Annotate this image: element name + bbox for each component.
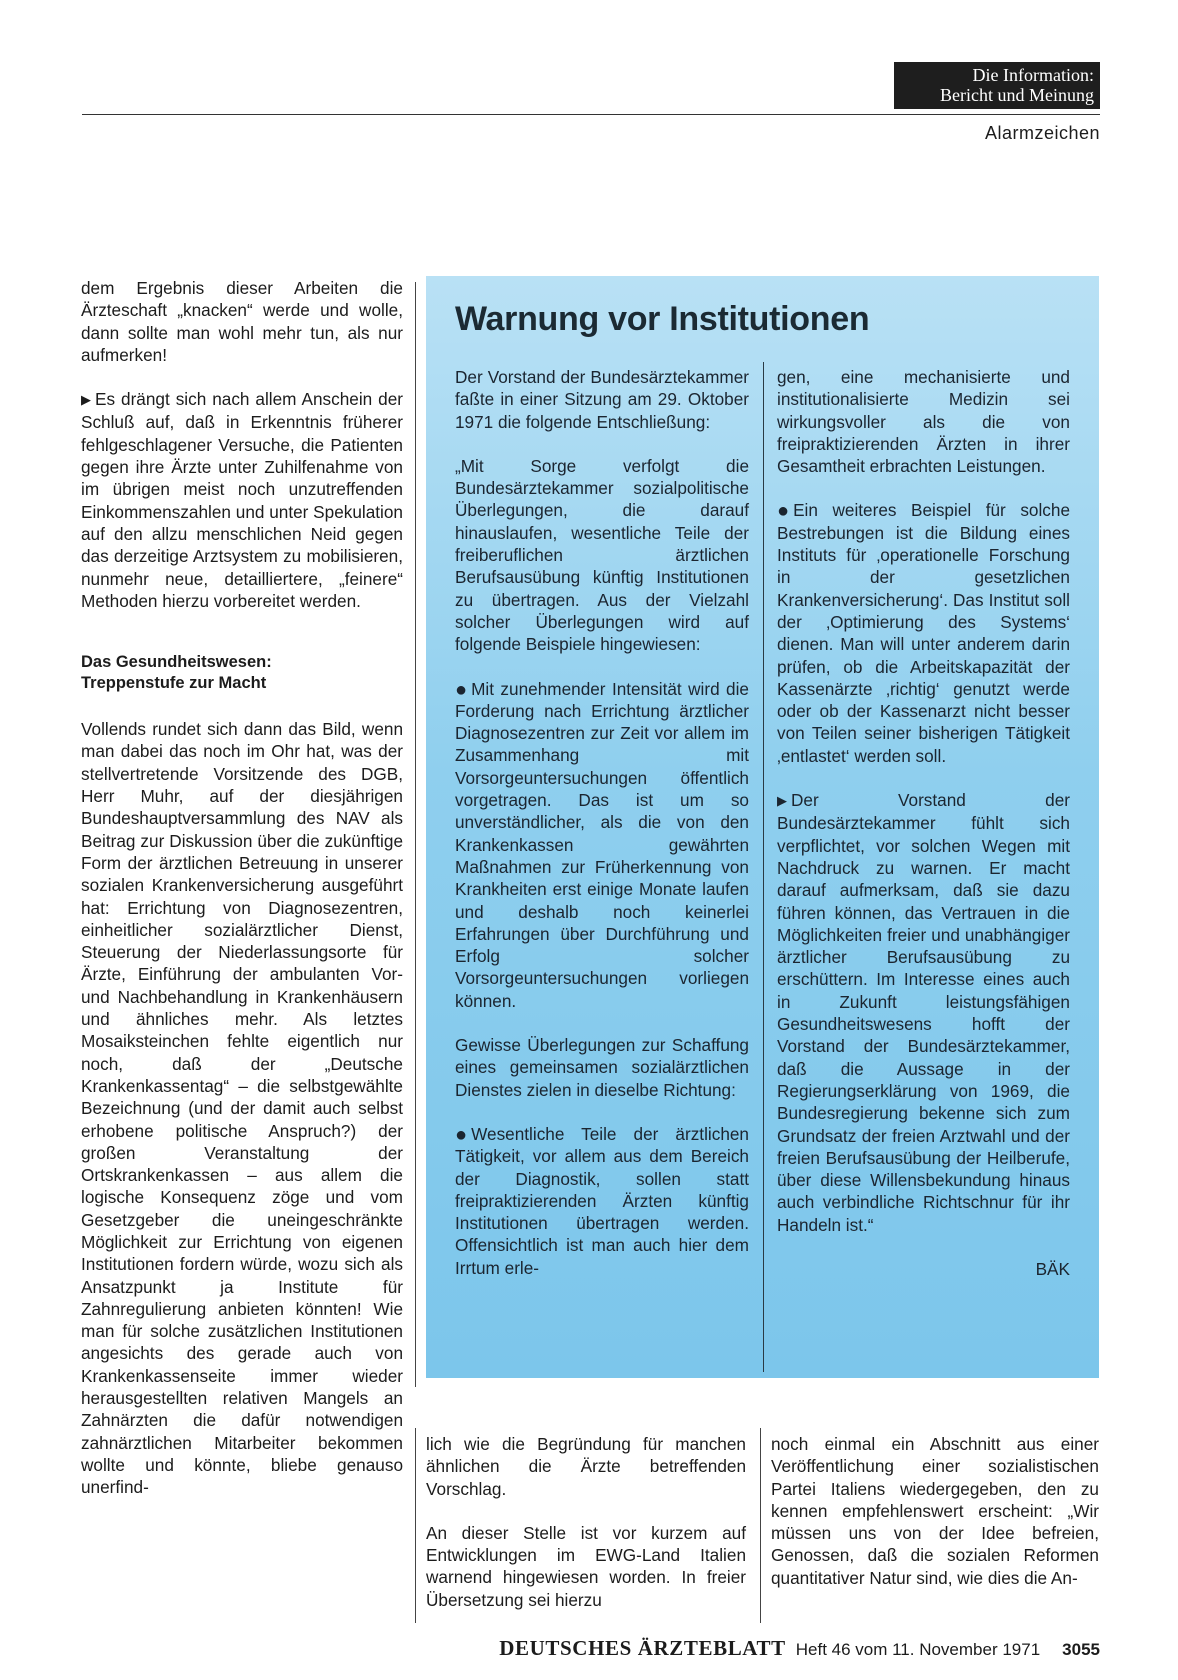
paragraph-text: Der Vorstand der Bundesärztekammer fühlt sich verpflichtet, vor solchen Wegen mit Nachdruck zu warnen. Er macht darauf aufmerksam, daß sie dazu führen können, das Vertrauen in die Möglichkeiten freier und unabhängiger ärztlicher Berufsausübung zu erschüttern. Im Interesse eines auch in Zukunft leistungsfähigen Gesundheitswesens hofft der Vorstand der Bundesärztekammer, daß die Aussage in der Regierungserklärung von 1969, die Bundesregierung bekenne sich zum Grundsatz der freien Arztwahl und der freien Berufsausübung der Heilberufe, über diese Willensbekundung hinaus auch verbindliche Richtschnur für ihr Handeln ist.“ <box>777 790 1070 1235</box>
subheading-line-1: Das Gesundheitswesen: <box>81 653 272 672</box>
paragraph <box>777 499 1070 767</box>
paragraph: Der Vorstand der Bundesärztekammer faßte in einer Sitzung am 29. Oktober 1971 die folgende Entschließung: <box>455 367 749 432</box>
column-divider-lower-left <box>415 1428 416 1623</box>
paragraph-text: Ein weiteres Beispiel für solche Bestrebungen ist die Bildung eines Instituts für ‚operationelle Forschung in der gesetzlichen Krankenversicherung‘. Das Institut soll der ‚Optimierung des Systems‘ dienen. Man will unter anderem darin prüfen, ob die Arbeitskapazität der Kassenärzte ‚richtig‘ genutzt werde oder ob der Kassenarzt nicht besser von Teilen seiner bisherigen Tätigkeit ‚entlastet‘ werden soll. <box>777 500 1070 766</box>
paragraph: Vollends rundet sich dann das Bild, wenn man dabei das noch im Ohr hat, was der stellvertretende Vorsitzende des DGB, Herr Muhr, auf der diesjährigen Bundeshauptversammlung des NAV als Beitrag zur Diskussion über die zukünftige Form der ärztlichen Betreuung in unserer sozialen Krankenversicherung ausgeführt hat: Errichtung von Diagnosezentren, einheitlicher sozialärztlicher Dienst, Steuerung der Niederlassungsorte für Ärzte, Einführung der ambulanten Vor- und Nachbehandlung in Krankenhäusern und ähnliches mehr. Als letztes Mosaiksteinchen fehlte eigentlich nur noch, daß der „Deutsche Krankenkassentag“ – die selbstgewählte Bezeichnung (und der damit auch selbst erhobene politische Anspruch?) der großen Veranstaltung der Ortskrankenkassen – aus allem die logische Konsequenz zöge und vom Gesetzgeber die uneingeschränkte Möglichkeit zur Errichtung von eigenen Institutionen fordern würde, wozu sich als Ansatzpunkt ja Institute für Zahnregulierung anbieten könnten! Wie man für solche zusätzlichen Institutionen angesichts des gerade auch von Krankenkassenseite immer wieder herausgestellten relativen Mangels an Zahnärzten die dafür notwendigen zahnärztlichen Mitarbeiter bekommen wollte und könnte, bliebe genauso unerfind- <box>81 719 403 1498</box>
article-column-2 <box>426 1433 746 1611</box>
triangle-bullet-icon: ▶ <box>777 793 787 809</box>
article-column-3 <box>771 1433 1099 1589</box>
paragraph <box>777 789 1070 1236</box>
paragraph: An dieser Stelle ist vor kurzem auf Entwicklungen im EWG-Land Italien warnend hingewiesen worden. In freier Übersetzung sei hierzu <box>426 1522 746 1610</box>
signature-line <box>777 1258 1070 1280</box>
paragraph-text: Mit zunehmender Intensität wird die Forderung nach Errichtung ärztlicher Diagnosezentren zur Zeit vor allem im Zusammenhang mit Vorsorgeuntersuchungen öffentlich vorgetragen. Das ist um so unverständlicher, als die von den Krankenkassen gewährten Maßnahmen zur Früherkennung von Krankheiten erst einige Monate laufen und deshalb noch keinerlei Erfahrungen über Durchführung und Erfolg solcher Vorsorgeuntersuchungen vorliegen können. <box>455 678 749 1011</box>
magazine-name: DEUTSCHES ÄRZTEBLATT <box>499 1636 786 1660</box>
paragraph: noch einmal ein Abschnitt aus einer Veröffentlichung einer sozialistischen Partei Italiens wiedergegeben, den zu kennen empfehlenswert erscheint: „Wir müssen uns von der Idee befreien, Genossen, daß die sozialen Reformen quantitativer Natur sind, wie dies die An- <box>771 1434 1099 1588</box>
paragraph <box>455 1123 749 1279</box>
page-footer <box>420 1636 1100 1661</box>
issue-info: Heft 46 vom 11. November 1971 <box>795 1640 1041 1659</box>
subheading-line-2: Treppenstufe zur Macht <box>81 674 267 693</box>
column-divider-lower-right <box>760 1428 761 1623</box>
section-label-line-2: Bericht und Meinung <box>940 85 1094 105</box>
paragraph: lich wie die Begründung für manchen ähnlichen die Ärzte betreffenden Vorschlag. <box>426 1434 746 1499</box>
subheading <box>81 652 403 694</box>
dot-bullet-icon: ● <box>455 678 468 701</box>
signature: BÄK <box>1035 1258 1070 1279</box>
box-column-divider <box>763 362 764 1372</box>
column-divider-left <box>415 282 416 1387</box>
section-label-box <box>894 62 1100 109</box>
dot-bullet-icon: ● <box>777 500 790 523</box>
dot-bullet-icon: ● <box>455 1123 468 1146</box>
paragraph: gen, eine mechanisierte und institutionalisierte Medizin sei wirkungsvoller als die von freipraktizierenden Ärzten in ihrer Gesamtheit erbrachten Leistungen. <box>777 367 1070 477</box>
triangle-bullet-icon: ▶ <box>81 392 91 408</box>
paragraph: Gewisse Überlegungen zur Schaffung eines gemeinsamen sozialärztlichen Dienstes zielen in dieselbe Richtung: <box>455 1035 749 1100</box>
header-rule <box>82 114 1100 115</box>
paragraph-text: Es drängt sich nach allem Anschein der Schluß auf, daß in Erkenntnis früherer fehlgeschlagener Versuche, die Patienten gegen ihre Ärzte unter Zuhilfenahme von im übrigen meist noch unzutreffenden Einkommenszahlen und unter Spekulation auf den allzu menschlichen Neid gegen das derzeitige Arztsystem zu mobilisieren, nunmehr neue, detailliertere, „feinere“ Methoden hierzu vorbereitet werden. <box>81 389 403 611</box>
page-number: 3055 <box>1062 1640 1100 1659</box>
box-column-left <box>455 366 749 1279</box>
paragraph <box>81 388 403 612</box>
section-label-line-1: Die Information: <box>972 65 1094 85</box>
paragraph: dem Ergebnis dieser Arbeiten die Ärzteschaft „knacken“ werde und wolle, dann sollte man wohl mehr tun, als nur aufmerken! <box>81 278 403 365</box>
section-title: Alarmzeichen <box>984 123 1100 143</box>
paragraph-text: Wesentliche Teile der ärztlichen Tätigkeit, vor allem aus dem Bereich der Diagnostik, sollen statt freipraktizierenden Ärzten künftig Institutionen übertragen werden. Offensichtlich ist man auch hier dem Irrtum erle- <box>455 1123 749 1278</box>
paragraph: „Mit Sorge verfolgt die Bundesärztekammer sozialpolitische Überlegungen, die darauf hinauslaufen, wesentliche Teile der freiberuflichen ärztlichen Berufsausübung künftig Institutionen zu übertragen. Aus der Vielzahl solcher Überlegungen wird auf folgende Beispiele hingewiesen: <box>455 455 749 655</box>
box-title: Warnung vor Institutionen <box>455 300 870 338</box>
box-column-right <box>777 366 1070 1280</box>
paragraph <box>455 678 749 1012</box>
article-column-1 <box>81 277 403 1499</box>
